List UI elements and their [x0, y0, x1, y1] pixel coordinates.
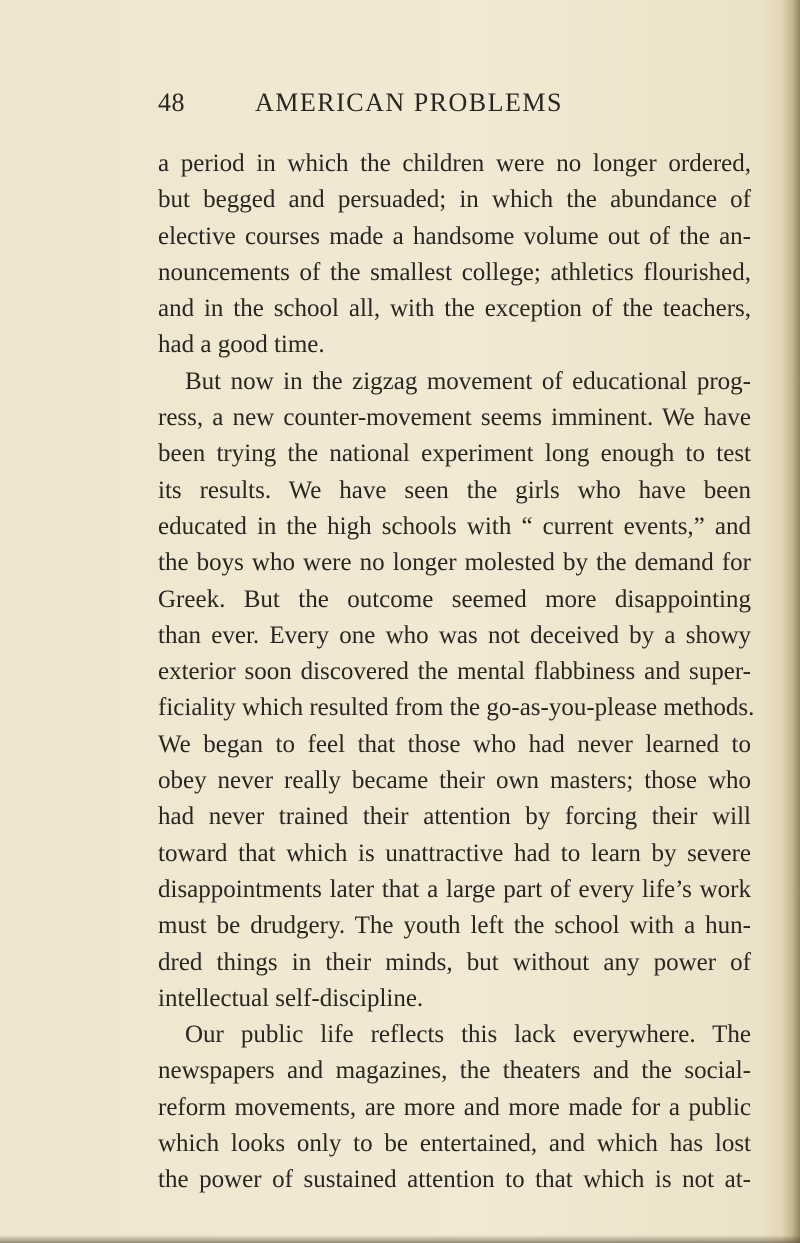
text-line: ress, a new counter-movement seems imminent. We have: [158, 404, 751, 432]
text-line: which looks only to be entertained, and which has lost: [158, 1130, 751, 1158]
text-line: educated in the high schools with “ current events,” and: [158, 512, 751, 540]
text-line: disappointments later that a large part of every life’s work: [158, 875, 751, 903]
text-line: Our public life reflects this lack everywhere. The: [185, 1021, 751, 1049]
text-line: and in the school all, with the exception of the teachers,: [158, 295, 751, 323]
text-line: obey never really became their own masters; those who: [158, 767, 751, 795]
text-line: elective courses made a handsome volume out of the an-: [158, 222, 751, 250]
text-line: nouncements of the smallest college; athletics flourished,: [158, 258, 751, 286]
text-line: had never trained their attention by forcing their will: [158, 803, 751, 831]
body-text: [158, 146, 755, 1199]
text-line: its results. We have seen the girls who have been: [158, 476, 751, 504]
text-line: the power of sustained attention to that which is not at-: [158, 1166, 751, 1194]
page-bottom-shadow: [0, 1235, 800, 1243]
text-line: the boys who were no longer molested by the demand for: [158, 549, 751, 577]
text-line: must be drudgery. The youth left the school with a hun-: [158, 912, 751, 940]
page-edge-shadow: [782, 0, 800, 1243]
text-line: newspapers and magazines, the theaters and the social-: [158, 1057, 751, 1085]
text-line: ficiality which resulted from the go-as-you-please methods.: [158, 694, 755, 722]
text-line: dred things in their minds, but without any power of: [158, 948, 751, 976]
text-line: Greek. But the outcome seemed more disappointing: [158, 585, 751, 613]
text-line: But now in the zigzag movement of educational prog-: [185, 367, 751, 395]
text-line: exterior soon discovered the mental flabbiness and super-: [158, 658, 751, 686]
text-line: toward that which is unattractive had to learn by severe: [158, 839, 751, 867]
text-line: a period in which the children were no longer ordered,: [158, 150, 751, 177]
page-header: [158, 88, 660, 128]
text-line: intellectual self-discipline.: [158, 984, 424, 1012]
text-line: We began to feel that those who had never learned to: [158, 730, 751, 758]
text-line: reform movements, are more and more made for a public: [158, 1093, 751, 1121]
running-head: AMERICAN PROBLEMS: [255, 88, 563, 117]
text-line: but begged and persuaded; in which the abundance of: [158, 186, 751, 214]
text-line: than ever. Every one who was not deceived by a showy: [158, 621, 751, 649]
text-line: been trying the national experiment long enough to test: [158, 440, 751, 468]
text-line: had a good time.: [158, 331, 325, 359]
page-number: 48: [158, 88, 185, 117]
